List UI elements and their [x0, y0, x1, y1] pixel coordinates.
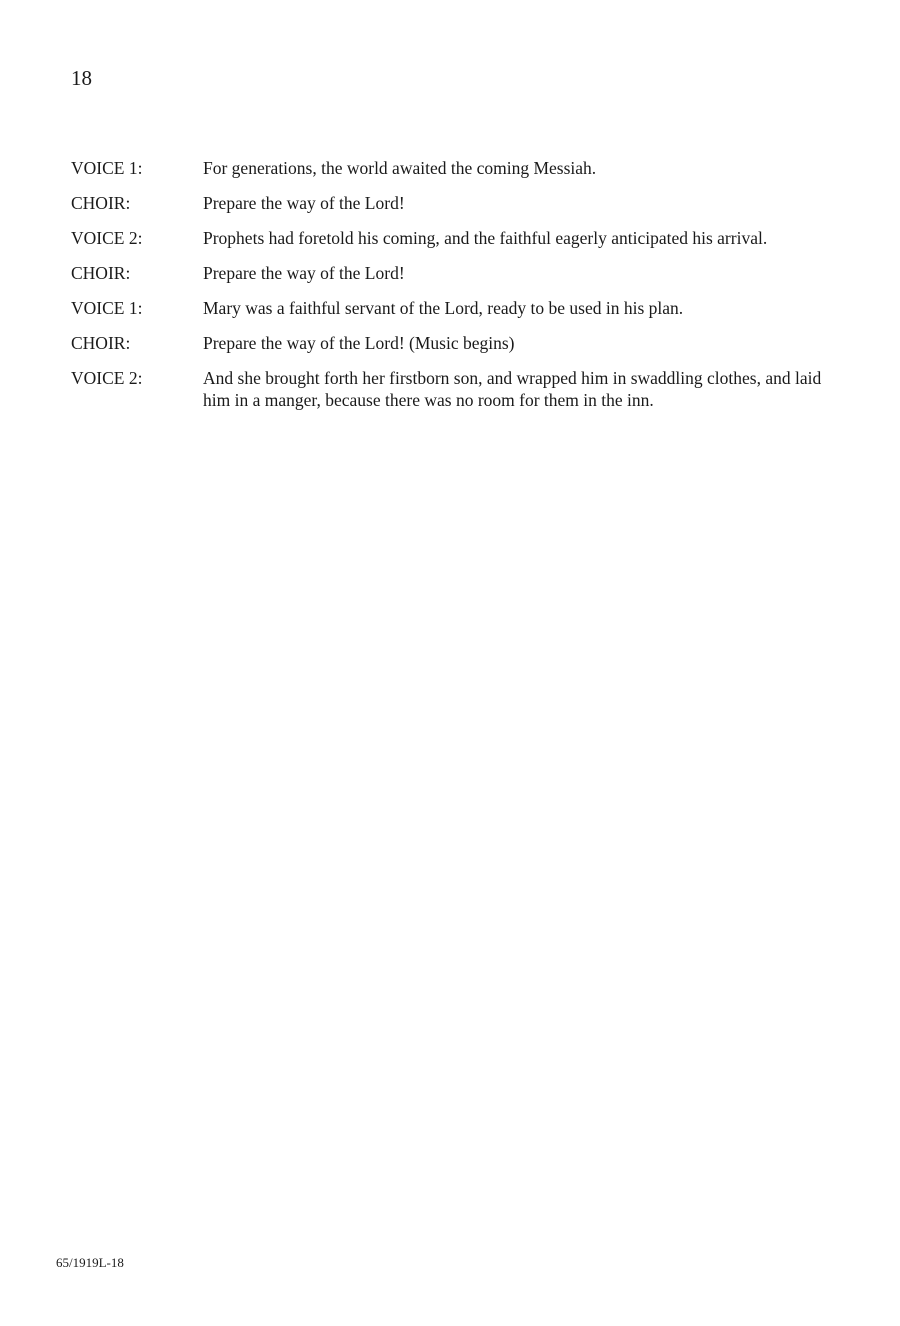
speaker-label: VOICE 1:	[71, 298, 143, 318]
script-line	[71, 262, 831, 284]
dialogue-text: Mary was a faithful servant of the Lord, ready to be used in his plan.	[203, 298, 684, 318]
speaker-label: CHOIR:	[71, 193, 131, 213]
dialogue-text: Prophets had foretold his coming, and the faithful eagerly anticipated his arrival.	[203, 228, 768, 248]
dialogue-text: Prepare the way of the Lord!	[203, 193, 405, 213]
page-number: 18	[71, 66, 92, 90]
speaker-label: VOICE 2:	[71, 228, 143, 248]
speaker-label: CHOIR:	[71, 263, 131, 283]
script-line	[71, 367, 831, 411]
footer-catalog-code: 65/1919L-18	[56, 1255, 124, 1270]
script-dialogue	[71, 157, 831, 424]
script-line	[71, 157, 831, 179]
speaker-label: VOICE 1:	[71, 158, 143, 178]
script-line	[71, 192, 831, 214]
dialogue-text: Prepare the way of the Lord! (Music begins)	[203, 333, 515, 353]
dialogue-text: Prepare the way of the Lord!	[203, 263, 405, 283]
script-line	[71, 297, 831, 319]
script-line	[71, 332, 831, 354]
script-line	[71, 227, 831, 249]
speaker-label: CHOIR:	[71, 333, 131, 353]
dialogue-text: For generations, the world awaited the coming Messiah.	[203, 158, 597, 178]
dialogue-text: And she brought forth her firstborn son, and wrapped him in swaddling clothes, and laid him in a manger, because there was no room for them in the inn.	[203, 368, 822, 410]
speaker-label: VOICE 2:	[71, 368, 143, 388]
